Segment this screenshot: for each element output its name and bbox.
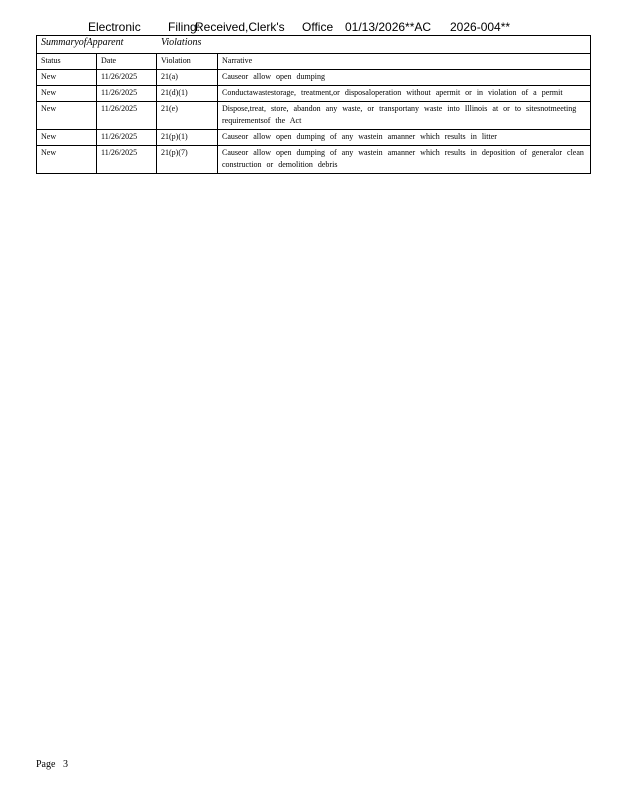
page-number: 3 — [62, 759, 68, 770]
table-row — [37, 102, 591, 130]
header-case-number: 2026-004** — [450, 20, 511, 34]
table-row — [37, 146, 591, 174]
table-row — [37, 130, 591, 146]
cell-narrative: Causeor allow open dumping of any wastein amanner which results in litter — [218, 130, 591, 146]
column-header-violation: Violation — [157, 54, 218, 70]
cell-date: 11/26/2025 — [97, 130, 157, 146]
table-row — [37, 86, 591, 102]
cell-narrative: Causeor allow open dumping — [218, 70, 591, 86]
cell-narrative: Dispose,treat, store, abandon any waste, or transportany waste into Illinois at or to sitesnotmeeting requirementsof the Act — [218, 102, 591, 130]
table-title — [37, 36, 591, 54]
cell-status: New — [37, 146, 97, 174]
cell-narrative: Causeor allow open dumping of any wastein amanner which results in deposition of generalor clean construction or demolition debris — [218, 146, 591, 174]
cell-date: 11/26/2025 — [97, 70, 157, 86]
table-header-row — [37, 54, 591, 70]
cell-violation: 21(e) — [157, 102, 218, 130]
cell-violation: 21(p)(1) — [157, 130, 218, 146]
header-received-clerks: Received,Clerk's — [195, 20, 285, 34]
header-electronic: Electronic — [88, 20, 141, 34]
cell-narrative: Conductawastestorage, treatment,or disposaloperation without apermit or in violation of a permit — [218, 86, 591, 102]
cell-status: New — [37, 130, 97, 146]
header-filing: Filing: — [168, 20, 201, 34]
cell-status: New — [37, 86, 97, 102]
cell-violation: 21(p)(7) — [157, 146, 218, 174]
cell-violation: 21(a) — [157, 70, 218, 86]
cell-status: New — [37, 70, 97, 86]
cell-violation: 21(d)(1) — [157, 86, 218, 102]
cell-date: 11/26/2025 — [97, 102, 157, 130]
header-date: 01/13/2026**AC — [345, 20, 432, 34]
column-header-narrative: Narrative — [218, 54, 591, 70]
table-title-right: Violations — [161, 37, 202, 48]
header-office: Office — [302, 20, 334, 34]
column-header-status: Status — [37, 54, 97, 70]
column-header-date: Date — [97, 54, 157, 70]
cell-date: 11/26/2025 — [97, 86, 157, 102]
table-title-row — [37, 36, 591, 54]
cell-date: 11/26/2025 — [97, 146, 157, 174]
page-footer — [36, 759, 68, 770]
cell-status: New — [37, 102, 97, 130]
page-label: Page — [36, 759, 56, 770]
table-row — [37, 70, 591, 86]
violations-table — [36, 35, 591, 174]
table-title-left: SummaryofApparent — [41, 37, 124, 48]
